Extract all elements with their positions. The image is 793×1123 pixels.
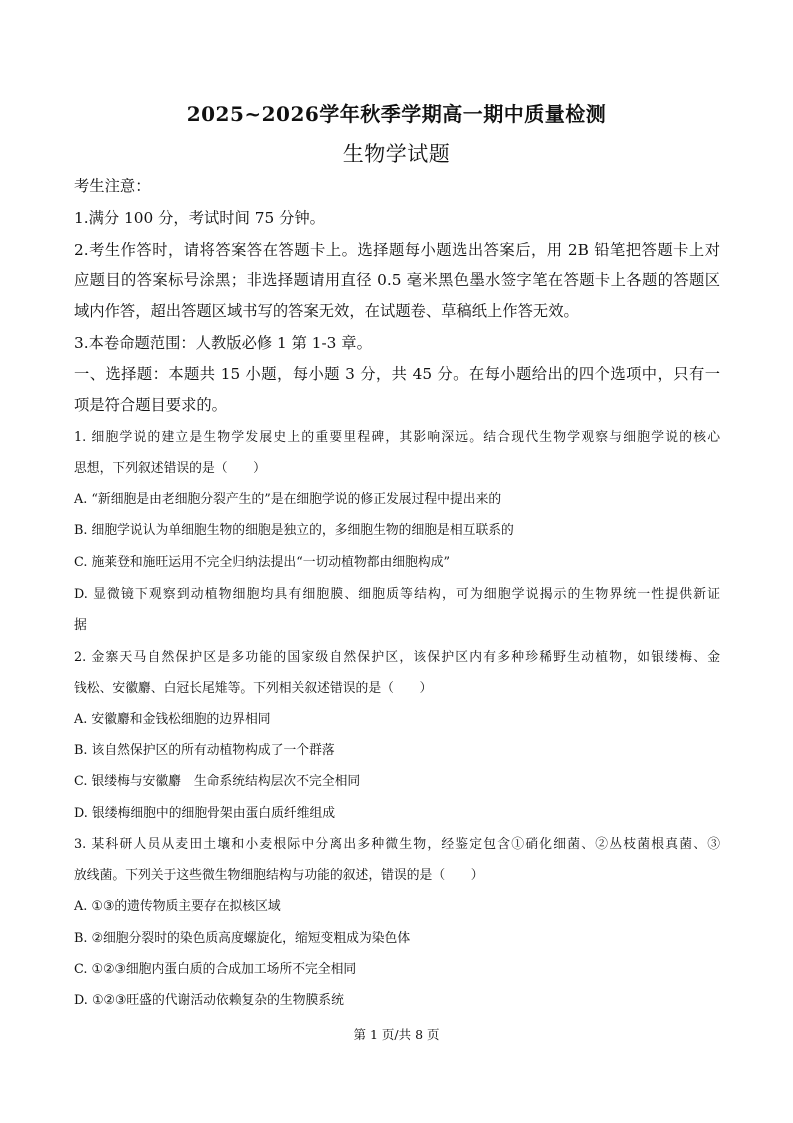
section-heading-line-2: 项是符合题目要求的。 [74,396,227,414]
note-item-2-line-1: 2.考生作答时，请将答案答在答题卡上。选择题每小题选出答案后，用 2B 铅笔把答题卡上对 [74,241,720,259]
question-1-stem-line-1: 1. 细胞学说的建立是生物学发展史上的重要里程碑，其影响深远。结合现代生物学观察与细胞学说的核心 [74,430,720,445]
question-3-option-b: B. ②细胞分裂时的染色质高度螺旋化，缩短变粗成为染色体 [74,931,411,946]
section-heading-line-1: 一、选择题：本题共 15 小题，每小题 3 分，共 45 分。在每小题给出的四个选项中，只有一 [74,365,720,383]
question-1-option-a: A. “新细胞是由老细胞分裂产生的”是在细胞学说的修正发展过程中提出来的 [74,492,502,507]
note-item-3: 3.本卷命题范围：人教版必修 1 第 1-3 章。 [74,334,372,352]
page-number: 第 1 页/共 8 页 [353,1027,440,1042]
question-1-option-d-line-2: 据 [74,618,87,633]
notes-heading: 考生注意： [74,177,151,195]
question-3-option-a: A. ①③的遗传物质主要存在拟核区域 [74,899,281,914]
question-3-stem-line-1: 3. 某科研人员从麦田土壤和小麦根际中分离出多种微生物，经鉴定包含①硝化细菌、②丛枝菌根真菌、③ [74,837,720,852]
exam-subtitle: 生物学试题 [342,142,451,166]
question-1-option-b: B. 细胞学说认为单细胞生物的细胞是独立的，多细胞生物的细胞是相互联系的 [74,523,514,538]
question-2-stem-line-1: 2. 金寨天马自然保护区是多功能的国家级自然保护区，该保护区内有多种珍稀野生动植物，如银缕梅、金 [74,650,720,665]
note-item-1: 1.满分 100 分，考试时间 75 分钟。 [74,209,325,227]
exam-title: 2025~2026学年秋季学期高一期中质量检测 [186,102,607,126]
question-3-option-d: D. ①②③旺盛的代谢活动依赖复杂的生物膜系统 [74,993,344,1008]
question-1-option-c: C. 施莱登和施旺运用不完全归纳法提出“一切动植物都由细胞构成” [74,555,451,570]
question-2-option-b: B. 该自然保护区的所有动植物构成了一个群落 [74,743,335,758]
question-2-option-c: C. 银缕梅与安徽麝 生命系统结构层次不完全相同 [74,774,361,789]
question-3-stem-line-2: 放线菌。下列关于这些微生物细胞结构与功能的叙述，错误的是（ ） [74,868,484,883]
question-3-option-c: C. ①②③细胞内蛋白质的合成加工场所不完全相同 [74,962,357,977]
question-1-option-d-line-1: D. 显微镜下观察到动植物细胞均具有细胞膜、细胞质等结构，可为细胞学说揭示的生物界统一性提供新证 [74,587,720,602]
question-1-stem-line-2: 思想，下列叙述错误的是（ ） [74,461,266,476]
note-item-2-line-2: 应题目的答案标号涂黑；非选择题请用直径 0.5 毫米黑色墨水签字笔在答题卡上各题的答题区 [74,271,720,289]
question-2-option-d: D. 银缕梅细胞中的细胞骨架由蛋白质纤维组成 [74,806,336,821]
note-item-2-line-3: 域内作答，超出答题区域书写的答案无效，在试题卷、草稿纸上作答无效。 [74,302,579,320]
question-2-option-a: A. 安徽麝和金钱松细胞的边界相同 [74,712,271,727]
question-2-stem-line-2: 钱松、安徽麝、白冠长尾雉等。下列相关叙述错误的是（ ） [74,681,433,696]
